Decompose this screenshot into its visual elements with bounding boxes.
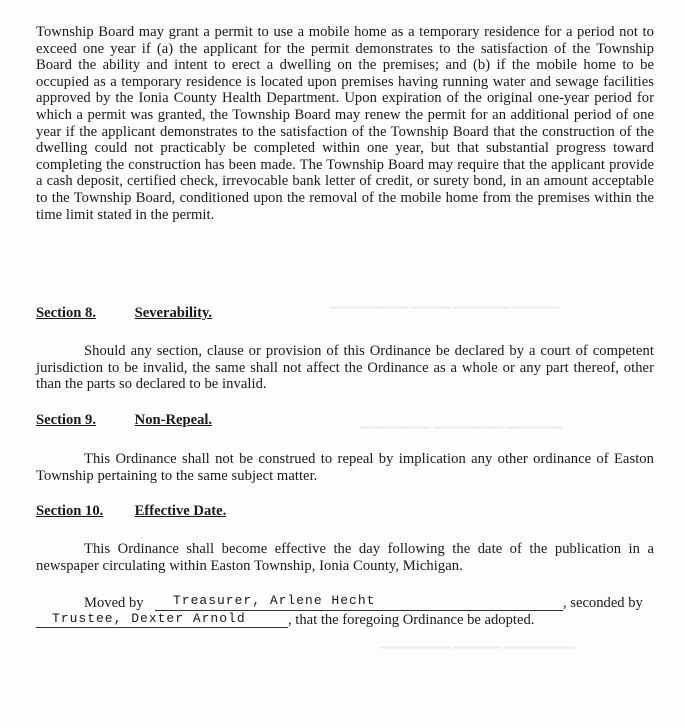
section-title: Non-Repeal.: [134, 412, 213, 428]
section-8-heading: [36, 305, 212, 322]
moved-by-label: Moved by: [84, 595, 144, 611]
section-number: Section 8.: [36, 305, 96, 321]
intro-paragraph: Township Board may grant a permit to use a mobile home as a temporary residence for a period not to exceed one year if (a) the applicant for the permit demonstrates to the satisfaction of the Township Board the ability and intent to erect a dwelling on the premises; and (b) if the mobile home to be occupied as a temporary residence is located upon premises having running water and sewage facilities approved by the Ionia County Health Department. Upon expiration of the original one-year period for which a permit was granted, the Township Board may renew the permit for an additional period of one year if the applicant demonstrates to the satisfaction of the Township Board that the construction of the dwelling could not practicably be completed within one year, but that substantial progress toward completing the construction has been made. The Township Board may require that the applicant provide a cash deposit, certified check, irrevocable bank letter of credit, or surety bond, in an amount acceptable to the Township Board, conditioned upon the removal of the mobile home from the premises within the time limit stated in the permit.: [36, 24, 654, 223]
section-10-body: This Ordinance shall become effective the day following the date of the publication in a newspaper circulating within Easton Township, Ionia County, Michigan.: [36, 541, 654, 574]
section-9-body: This Ordinance shall not be construed to repeal by implication any other ordinance of Easton Township pertaining to the same subject matter.: [36, 451, 654, 484]
bleed-through-texture: ━━━━━━━━━ ━━━━━━ ━━━━━━━━━: [380, 640, 575, 655]
section-10-heading: [36, 503, 226, 520]
section-8-body: Should any section, clause or provision of this Ordinance be declared by a court of competent jurisdiction to be invalid, the same shall not affect the Ordinance as a whole or any part thereof, other than the parts so declared to be invalid.: [36, 343, 654, 393]
section-title: Effective Date.: [134, 503, 227, 519]
section-number: Section 10.: [36, 503, 104, 519]
section-title: Severability.: [134, 305, 213, 321]
seconder-name: Trustee, Dexter Arnold: [52, 611, 246, 626]
seconded-by-label: , seconded by: [563, 595, 643, 611]
adoption-closing-text: , that the foregoing Ordinance be adopted.: [288, 612, 535, 628]
mover-name: Treasurer, Arlene Hecht: [173, 593, 376, 608]
seconder-signature-line: [36, 627, 288, 628]
section-number: Section 9.: [36, 412, 96, 428]
bleed-through-texture: ━━━━━━ ━━━━━━━ ━━━━━ ━━━━━━━━━━: [330, 300, 559, 315]
bleed-through-texture: ━━━━━━━ ━━━━━━━━━ ━━━━━━━━━: [360, 420, 563, 435]
section-9-heading: [36, 412, 212, 429]
